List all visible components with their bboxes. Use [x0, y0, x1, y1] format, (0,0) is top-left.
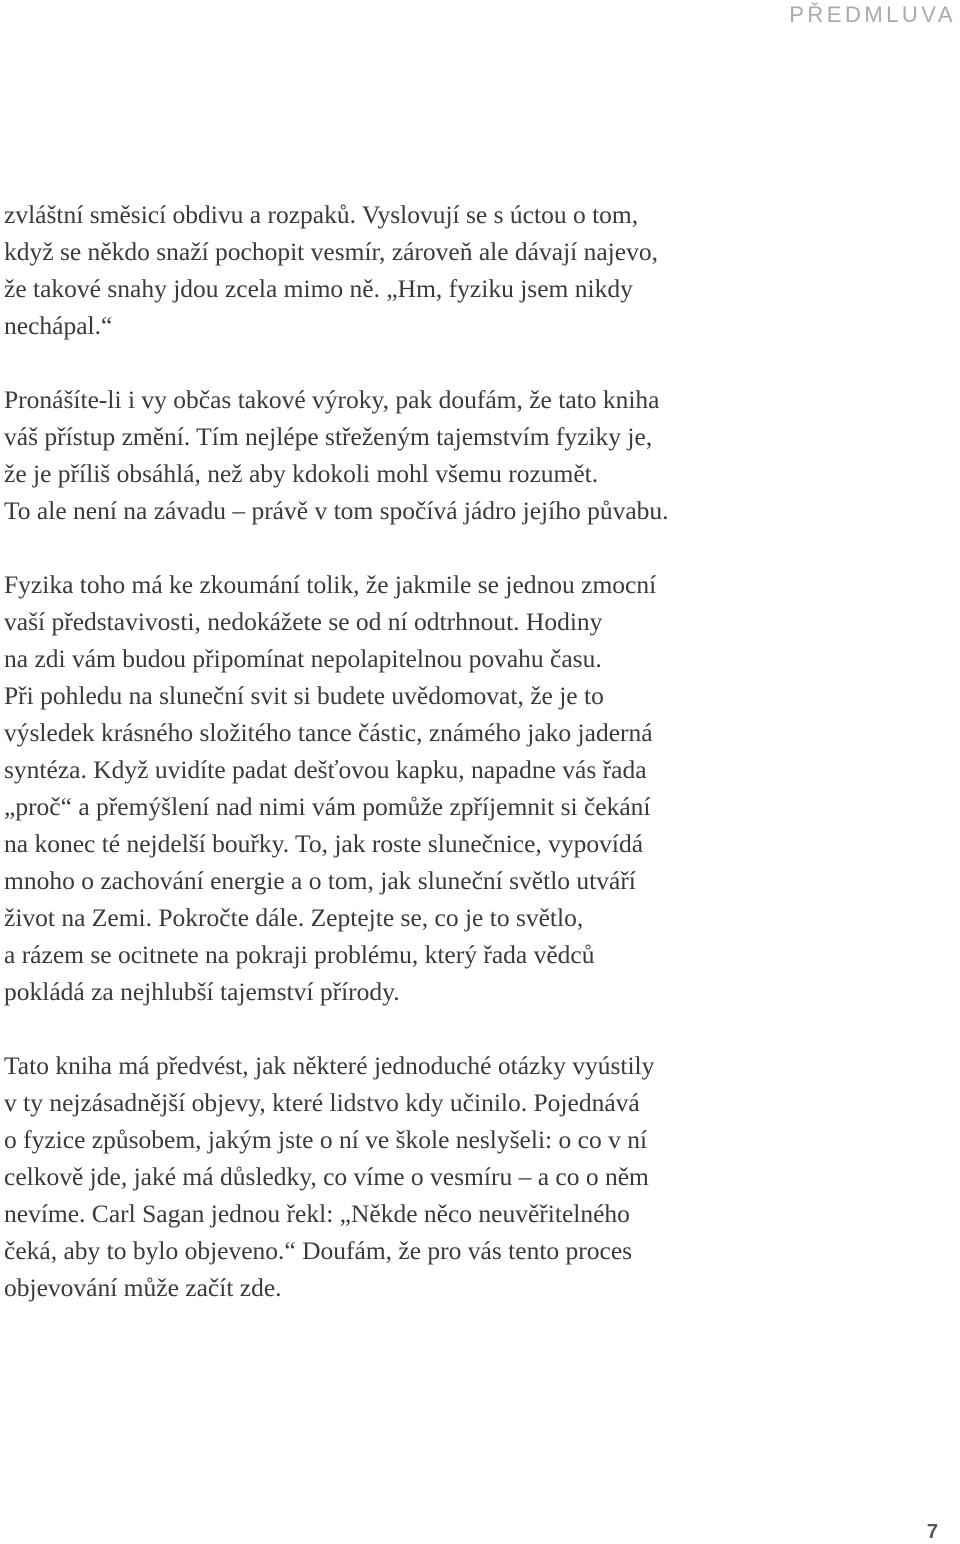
page-number: 7 — [926, 1521, 938, 1543]
body-text — [4, 196, 960, 1343]
paragraph-1: zvláštní směsicí obdivu a rozpaků. Vyslovují se s úctou o tom, když se někdo snaží pochopit vesmír, zároveň ale dávají najevo, že takové snahy jdou zcela mimo ně. „Hm, fyziku jsem nikdy nechápal.“ — [4, 200, 658, 340]
paragraph-3: Fyzika toho má ke zkoumání tolik, že jakmile se jednou zmocní vaší představivosti, nedokážete se od ní odtrhnout. Hodiny na zdi vám budou připomínat nepolapitelnou povahu času. Při pohledu na sluneční svit si budete uvědomovat, že je to výsledek krásného složitého tance částic, známého jako jaderná syntéza. Když uvidíte padat dešťovou kapku, napadne vás řada „proč“ a přemýšlení nad nimi vám pomůže zpříjemnit si čekání na konec té nejdelší bouřky. To, jak roste slunečnice, vypovídá mnoho o zachování energie a o tom, jak sluneční světlo utváří život na Zemi. Pokročte dále. Zeptejte se, co je to světlo, a rázem se ocitnete na pokraji problému, který řada vědců pokládá za nejhlubší tajemství přírody. — [4, 570, 657, 1006]
paragraph-4: Tato kniha má předvést, jak některé jednoduché otázky vyústily v ty nejzásadnější objevy, které lidstvo kdy učinilo. Pojednává o fyzice způsobem, jakým jste o ní ve škole neslyšeli: o co v ní celkově jde, jaké má důsledky, co víme o vesmíru – a co o něm nevíme. Carl Sagan jednou řekl: „Někde něco neuvěřitelného čeká, aby to bylo objeveno.“ Doufám, že pro vás tento proces objevování může začít zde. — [4, 1051, 655, 1302]
running-head-title: PŘEDMLUVA — [789, 2, 956, 27]
paragraph-2: Pronášíte-li i vy občas takové výroky, pak doufám, že tato kniha váš přístup změní. Tím nejlépe střeženým tajemstvím fyziky je, že je příliš obsáhlá, než aby kdokoli mohl všemu rozumět. To ale není na závadu – právě v tom spočívá jádro jejího půvabu. — [4, 385, 669, 525]
